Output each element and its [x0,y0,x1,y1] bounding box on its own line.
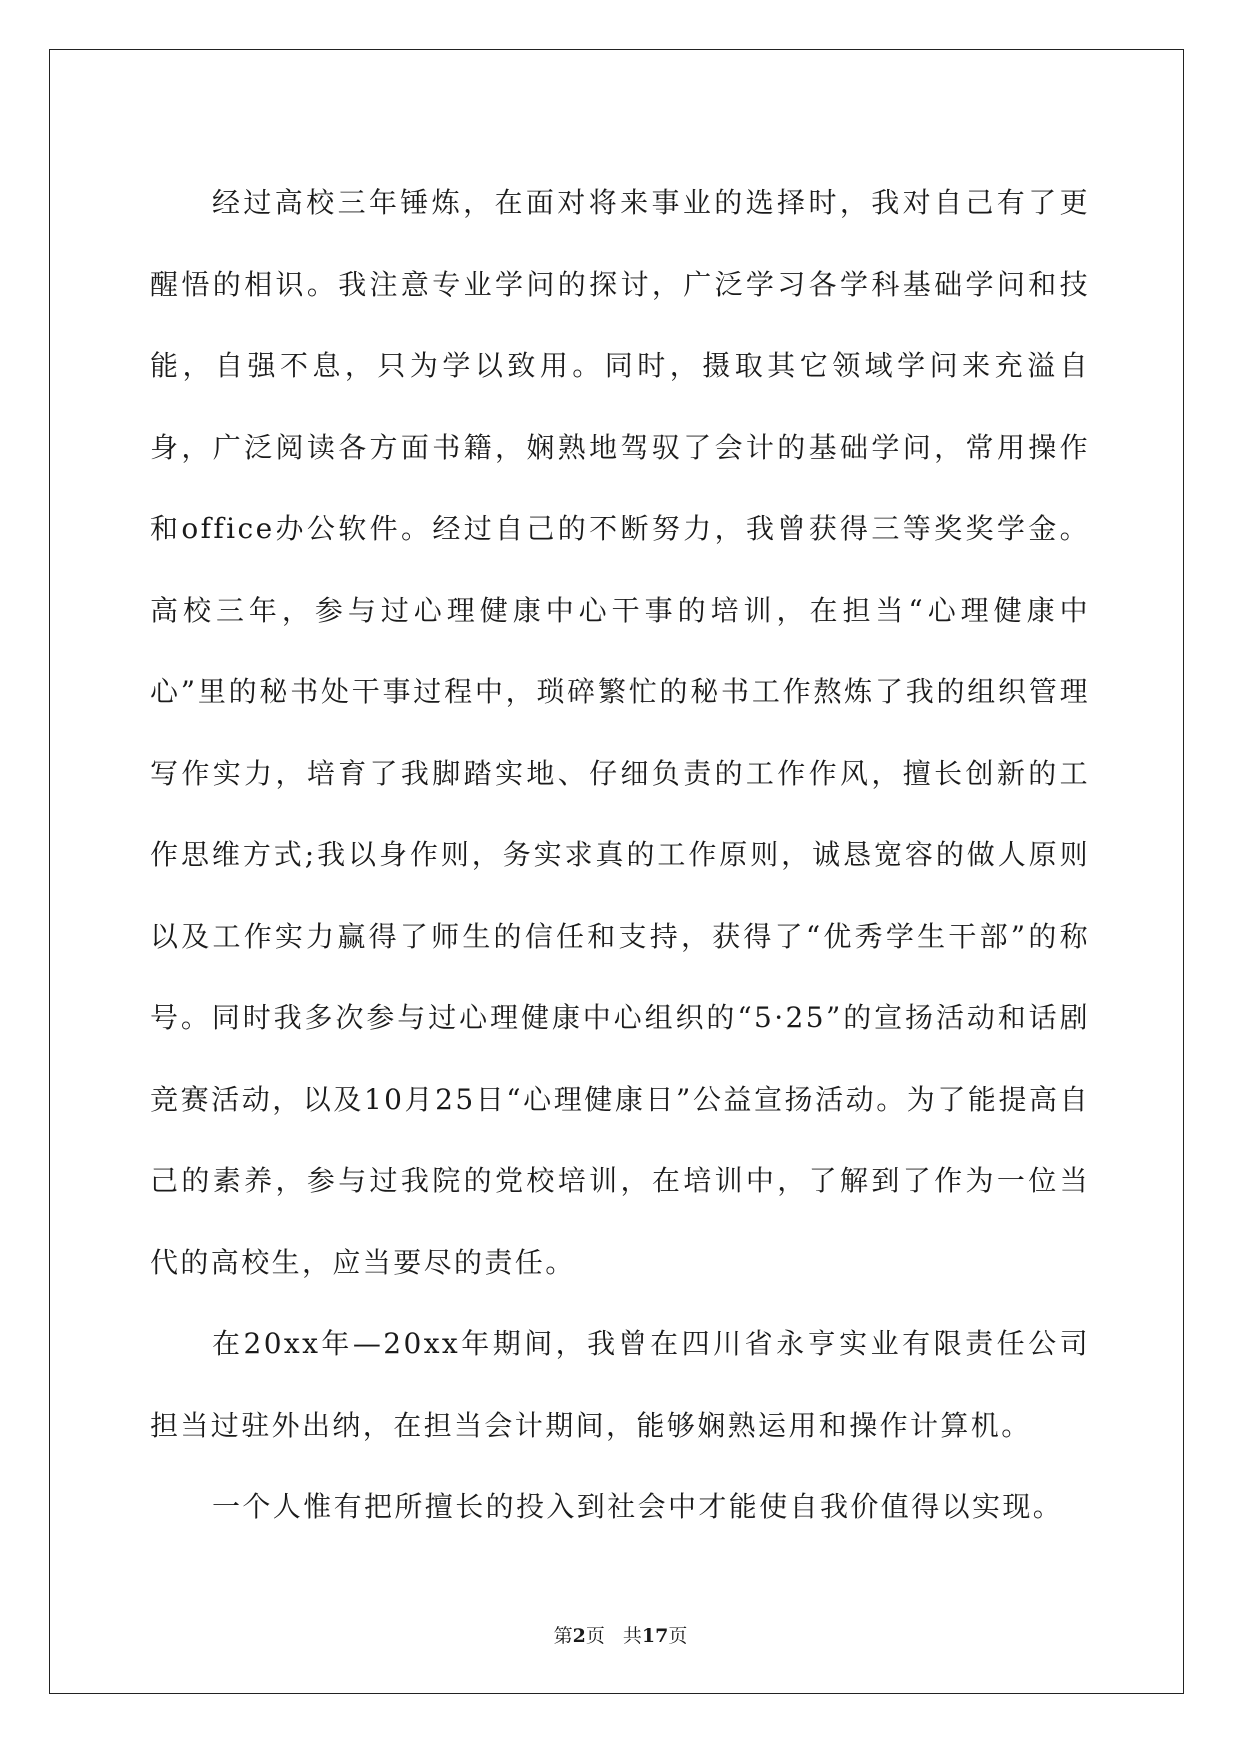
footer-total-prefix: 共 [622,1625,642,1647]
paragraph: 在20xx年—20xx年期间，我曾在四川省永亨实业有限责任公司担当过驻外出纳，在担当会计期间，能够娴熟运用和操作计算机。 [150,1327,1090,1442]
paragraph: 一个人惟有把所擅长的投入到社会中才能使自我价值得以实现。 [212,1490,1064,1523]
paragraph: 经过高校三年锤炼，在面对将来事业的选择时，我对自己有了更醒悟的相识。我注意专业学问的探讨，广泛学习各学科基础学问和技能，自强不息，只为学以致用。同时，摄取其它领域学问来充溢自身，广泛阅读各方面书籍，娴熟地驾驭了会计的基础学问，常用操作和office办公软件。经过自己的不断努力，我曾获得三等奖奖学金。高校三年，参与过心理健康中心干事的培训，在担当“心理健康中心”里的秘书处干事过程中，琐碎繁忙的秘书工作熬炼了我的组织管理写作实力，培育了我脚踏实地、仔细负责的工作作风，擅长创新的工作思维方式;我以身作则，务实求真的工作原则，诚恳宽容的做人原则以及工作实力赢得了师生的信任和支持，获得了“优秀学生干部”的称号。同时我多次参与过心理健康中心组织的“5·25”的宣扬活动和话剧竞赛活动，以及10月25日“心理健康日”公益宣扬活动。为了能提高自己的素养，参与过我院的党校培训，在培训中，了解到了作为一位当代的高校生，应当要尽的责任。 [150,186,1090,1279]
footer-prefix: 第 [553,1625,573,1647]
page-footer [0,1621,1241,1648]
current-page-number: 2 [572,1625,586,1647]
total-page-count: 17 [641,1625,669,1647]
footer-page-suffix: 页 [585,1625,605,1647]
footer-total-suffix: 页 [668,1625,688,1647]
document-body [150,162,1090,1548]
